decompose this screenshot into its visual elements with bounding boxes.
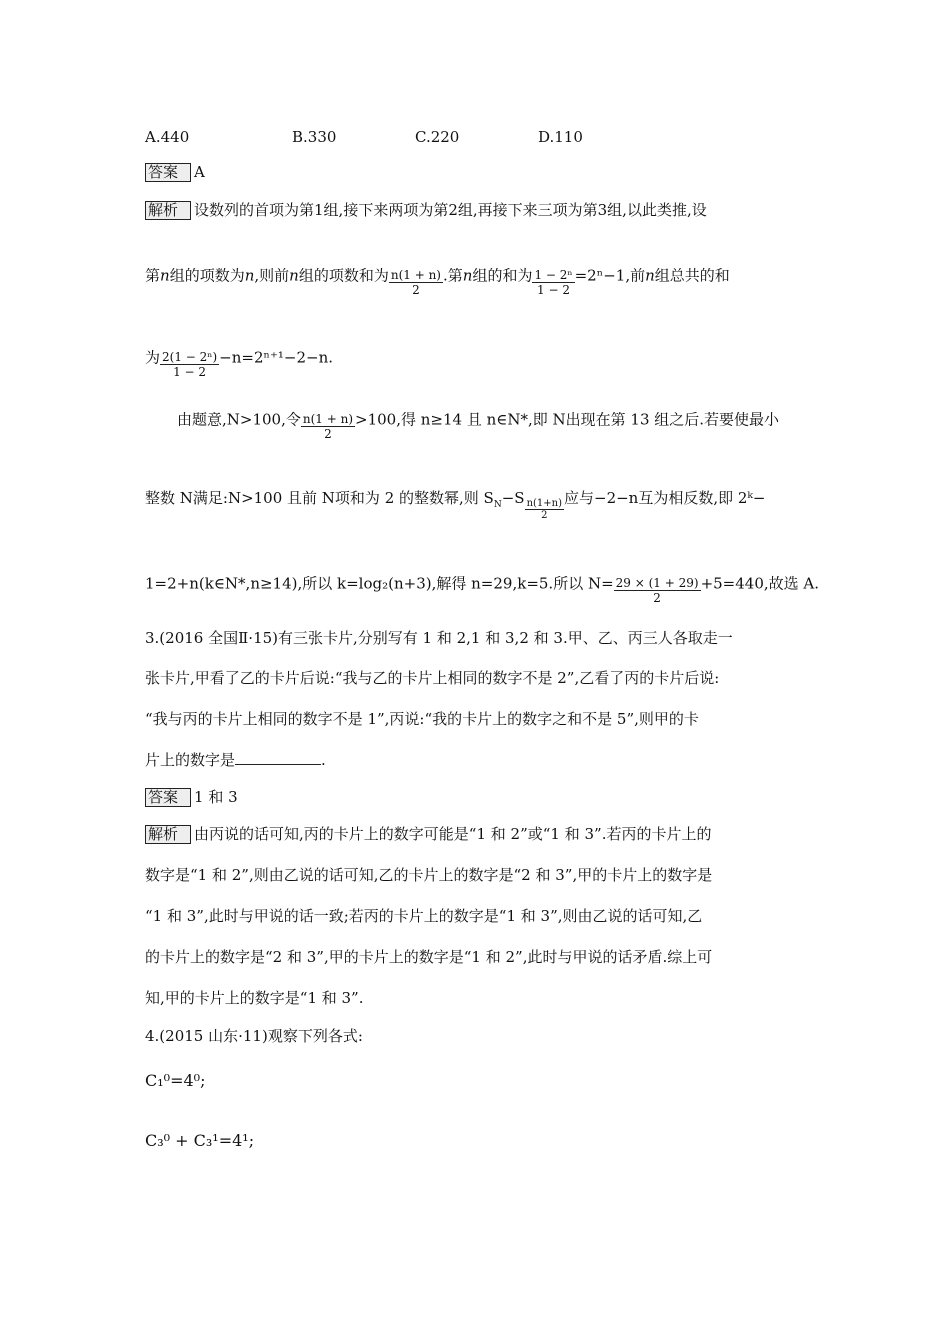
fraction-6: $\frac{29 \times (1 + 29)}{2}$ — [615, 576, 699, 605]
text: 为 — [145, 348, 161, 367]
fraction-4: $\frac{n(1 + n)}{2}$ — [302, 412, 354, 441]
fraction-3: $\frac{\text{2(1 − 2ⁿ)}}{1 - 2}$ — [162, 350, 218, 379]
q3-analysis-line-2: 数字是“1 和 2”,则由乙说的话可知,乙的卡片上的数字是“2 和 3”,甲的卡片上的数字是 — [145, 866, 713, 884]
text: . — [321, 751, 326, 769]
fraction-1: $\frac{n(1 + n)}{2}$ — [390, 268, 441, 297]
fraction-2: $\frac{\text{1 − 2ⁿ}}{1 - 2}$ — [534, 268, 573, 297]
q4-line-1: 4.(2015 山东·11)观察下列各式: — [145, 1027, 363, 1045]
text: 片上的数字是 — [145, 751, 236, 769]
text: −n=2ⁿ⁺¹−2−n. — [219, 348, 334, 367]
var-n: n — [160, 266, 170, 285]
q2-analysis-line-5 — [145, 487, 766, 521]
q2-analysis-line-6 — [145, 570, 820, 605]
q3-line-3: “我与丙的卡片上相同的数字不是 1”,丙说:“我的卡片上的数字之和不是 5”,则甲的卡 — [145, 710, 699, 728]
text: >100,得 n≥14 且 n∈N*,即 N出现在第 13 组之后.若要使最小 — [355, 410, 780, 429]
q4-equation-1: C₁⁰=4⁰; — [145, 1071, 206, 1090]
q3-analysis-line-4: 的卡片上的数字是“2 和 3”,甲的卡片上的数字是“1 和 2”,此时与甲说的话矛盾.综上可 — [145, 948, 713, 966]
option-b: B.330 — [292, 128, 337, 146]
q3-analysis-line-1 — [145, 823, 711, 845]
text: =2ⁿ−1,前 — [574, 266, 646, 285]
text: 整数 N满足:N>100 且前 N项和为 2 的整数幂,则 S — [145, 489, 494, 507]
var-n: n — [645, 266, 655, 285]
option-c: C.220 — [415, 128, 460, 146]
var-n: n — [462, 266, 473, 285]
q2-analysis-line-3 — [145, 344, 334, 379]
q4-equation-2: C₃⁰ + C₃¹=4¹; — [145, 1131, 255, 1150]
q2-analysis-line-4 — [177, 406, 780, 441]
text: 组的项数和为 — [298, 266, 389, 285]
q3-line-1: 3.(2016 全国Ⅱ·15)有三张卡片,分别写有 1 和 2,1 和 3,2 和 3.甲、乙、丙三人各取走一 — [145, 629, 733, 647]
answer-tag: 答案 — [145, 788, 191, 807]
q3-analysis-line-5: 知,甲的卡片上的数字是“1 和 3”. — [145, 989, 364, 1007]
text: 由丙说的话可知,丙的卡片上的数字可能是“1 和 2”或“1 和 3”.若丙的卡片上的 — [194, 825, 712, 843]
text: 应与−2−n互为相反数,即 2ᵏ− — [564, 489, 766, 507]
text: 组总共的和 — [654, 266, 730, 285]
q3-answer-line — [145, 786, 238, 808]
q3-answer: 1 和 3 — [194, 788, 238, 806]
option-d: D.110 — [538, 128, 583, 146]
text: −S — [501, 489, 525, 507]
q3-line-4 — [145, 749, 326, 771]
analysis-tag: 解析 — [145, 825, 191, 844]
text: .第 — [442, 266, 463, 285]
text: 第 — [145, 266, 161, 285]
var-n: n — [289, 266, 299, 285]
answer-blank — [235, 750, 321, 765]
q2-analysis-line-2 — [145, 262, 730, 297]
q3-analysis-line-3: “1 和 3”,此时与甲说的话一致;若丙的卡片上的数字是“1 和 3”,则由乙说的话可知,乙 — [145, 907, 703, 925]
text: 1=2+n(k∈N*,n≥14),所以 k=log₂(n+3),解得 n=29,k=5.所以 N= — [145, 574, 614, 593]
text: 由题意,N>100,令 — [177, 410, 301, 429]
q2-analysis-text-1: 设数列的首项为第1组,接下来两项为第2组,再接下来三项为第3组,以此类推,设 — [194, 201, 707, 219]
q2-answer-line — [145, 161, 205, 183]
var-n: n — [244, 266, 255, 285]
fraction-5: $\frac{n(1+n)}{2}$ — [526, 497, 562, 521]
q3-line-2: 张卡片,甲看了乙的卡片后说:“我与乙的卡片上相同的数字不是 2”,乙看了丙的卡片后说: — [145, 669, 720, 687]
subscript: N — [493, 500, 502, 510]
text: +5=440,故选 A. — [700, 574, 820, 593]
text: ,则前 — [254, 266, 290, 285]
answer-tag: 答案 — [145, 163, 191, 182]
q2-analysis-line-1 — [145, 199, 707, 221]
analysis-tag: 解析 — [145, 201, 191, 220]
text: 组的项数为 — [169, 266, 245, 285]
option-a: A.440 — [145, 128, 190, 146]
text: 组的和为 — [472, 266, 533, 285]
q2-answer: A — [194, 163, 205, 181]
